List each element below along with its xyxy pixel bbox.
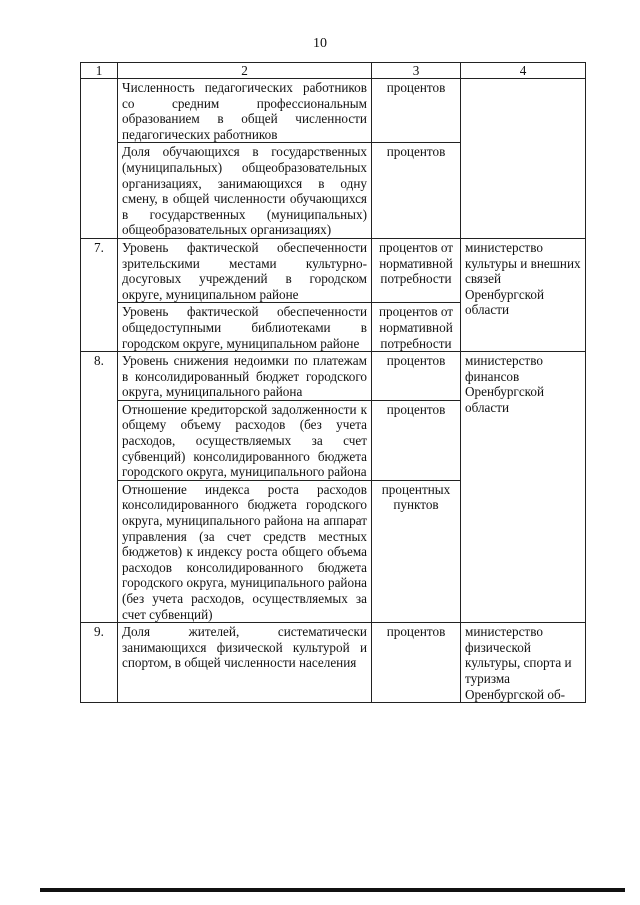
- unit-cell: процентов: [372, 143, 461, 239]
- row-number: 9.: [81, 623, 118, 703]
- column-header: 4: [461, 63, 586, 79]
- table-row: [81, 352, 586, 401]
- responsible-cell: министерство физической культуры, спорта и туризма Оренбургской об-: [461, 623, 586, 703]
- unit-cell: процентов от нормативной потребности: [372, 303, 461, 352]
- table-header-row: [81, 63, 586, 79]
- indicator-cell: Уровень фактической обеспеченности общедоступными библиотеками в городском округе, муниципальном районе: [118, 303, 372, 352]
- unit-cell: процентов от нормативной потребности: [372, 238, 461, 302]
- column-header: 3: [372, 63, 461, 79]
- table-row: [81, 79, 586, 143]
- responsible-cell: [461, 79, 586, 239]
- indicator-cell: Отношение кредиторской задолженности к общему объему расходов (без учета расходов, осуществляемых за счет субвенций) консолидированного бюджета городского округа, муниципального района: [118, 400, 372, 480]
- row-number: [81, 79, 118, 239]
- indicator-cell: Численность педагогических работников со средним профессиональным образованием в общей численности педагогических работников: [118, 79, 372, 143]
- row-number: 7.: [81, 238, 118, 351]
- unit-cell: процентов: [372, 352, 461, 401]
- indicator-cell: Доля обучающихся в государственных (муниципальных) общеобразовательных организациях, занимающихся в одну смену, в общей численности обучающихся в государственных (муниципальных) общеобразовательных организациях): [118, 143, 372, 239]
- column-header: 1: [81, 63, 118, 79]
- table-row: [81, 238, 586, 302]
- unit-cell: процентов: [372, 400, 461, 480]
- indicator-cell: Уровень снижения недоимки по платежам в консолидированный бюджет городского округа, муниципального района: [118, 352, 372, 401]
- indicator-cell: Доля жителей, систематически занимающихся физической культурой и спортом, в общей численности населения: [118, 623, 372, 703]
- indicator-cell: Отношение индекса роста расходов консолидированного бюджета городского округа, муниципального района на аппарат управления (за счет средств местных бюджетов) к индексу роста общего объема расходов консолидированного бюджета городского округа, муниципального района (без учета расходов, осуществляемых за счет субвенций): [118, 480, 372, 622]
- page-bottom-rule: [40, 888, 625, 892]
- indicators-table: [80, 62, 586, 703]
- row-number: 8.: [81, 352, 118, 623]
- responsible-cell: министерство финансов Оренбургской области: [461, 352, 586, 623]
- table-row: [81, 623, 586, 703]
- unit-cell: процентов: [372, 79, 461, 143]
- column-header: 2: [118, 63, 372, 79]
- responsible-cell: министерство культуры и внешних связей Оренбургской области: [461, 238, 586, 351]
- indicator-cell: Уровень фактической обеспеченности зрительскими местами культурно-досуговых учреждений в городском округе, муниципальном районе: [118, 238, 372, 302]
- unit-cell: процентов: [372, 623, 461, 703]
- page-number: 10: [313, 36, 327, 51]
- unit-cell: процентных пунктов: [372, 480, 461, 622]
